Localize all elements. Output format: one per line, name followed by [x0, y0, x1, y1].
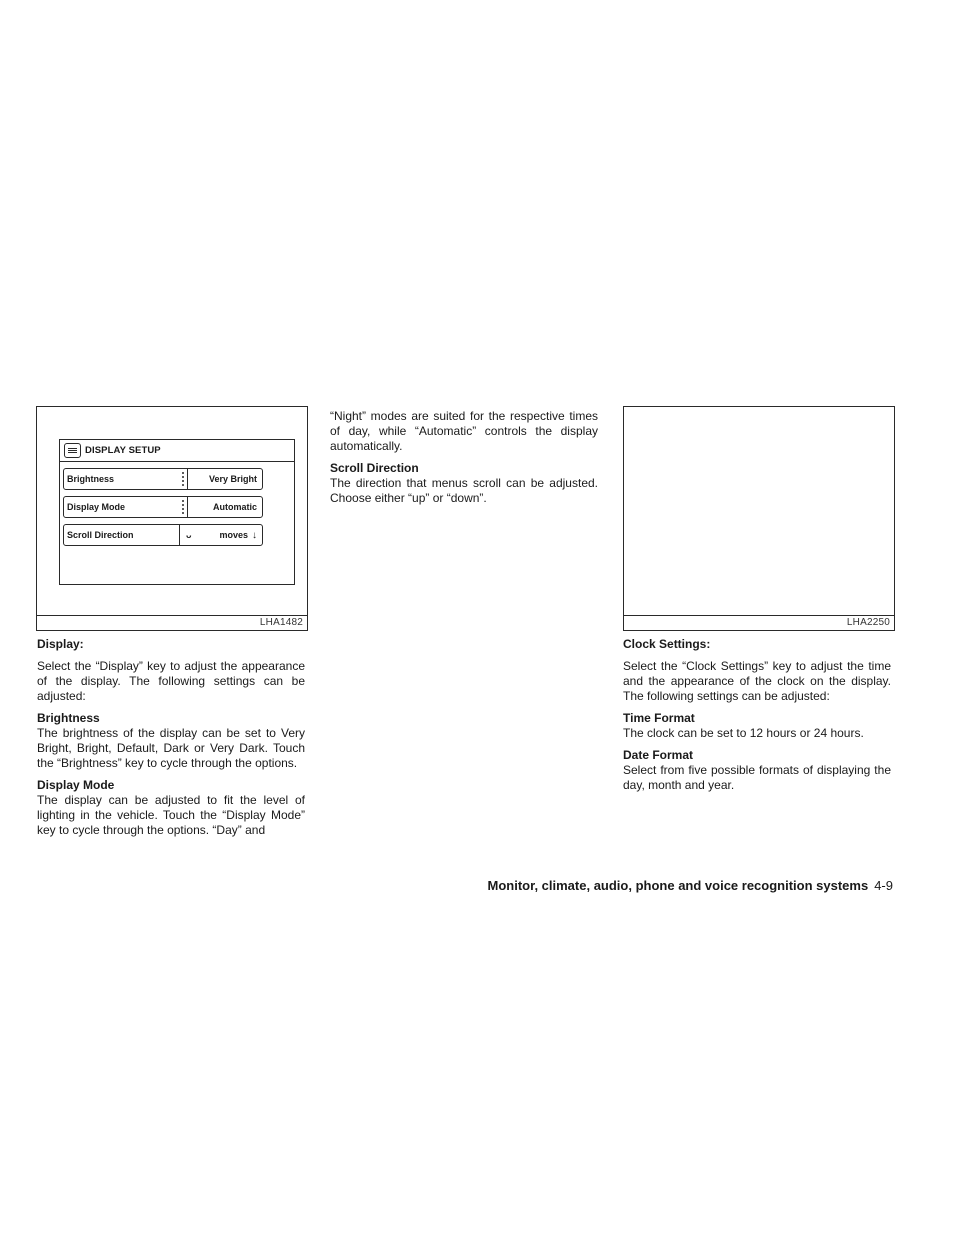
figure-id: LHA1482: [259, 617, 303, 628]
display-mode-setting-row[interactable]: [63, 496, 263, 518]
display-intro: Select the “Display” key to adjust the appearance of the display. The following settings can be adjusted:: [37, 659, 305, 703]
brightness-text: The brightness of the display can be set to Very Bright, Bright, Default, Dark or Very Dark. Touch the “Brightness” key to cycle through the options.: [37, 726, 305, 770]
display-heading: Display:: [37, 637, 84, 651]
scroll-direction-text: The direction that menus scroll can be adjusted. Choose either “up” or “down”.: [330, 476, 598, 505]
scroll-direction-value: [180, 530, 262, 541]
section-title: Monitor, climate, audio, phone and voice recognition systems: [487, 878, 869, 893]
arrow-down-icon: ↓: [252, 529, 257, 541]
column-3: [623, 637, 891, 793]
settings-list-icon: [64, 443, 81, 458]
figure-caption-rule: [37, 615, 307, 616]
display-setup-screen: [59, 439, 295, 585]
brightness-setting-row[interactable]: [63, 468, 263, 490]
brightness-heading: Brightness: [37, 711, 100, 725]
clock-settings-intro: Select the “Clock Settings” key to adjust the time and the appearance of the clock on the display. The following settings can be adjusted:: [623, 659, 891, 703]
time-format-heading: Time Format: [623, 711, 695, 725]
setting-name: Brightness: [67, 474, 115, 484]
vertical-dots-icon: [179, 472, 187, 486]
display-mode-heading: Display Mode: [37, 778, 115, 792]
date-format-text: Select from five possible formats of displaying the day, month and year.: [623, 763, 891, 792]
setting-value: Automatic: [212, 502, 257, 512]
page-number: 4-9: [874, 878, 893, 893]
page-footer: [488, 878, 893, 893]
scroll-direction-heading: Scroll Direction: [330, 461, 419, 475]
figure-id: LHA2250: [846, 617, 890, 628]
date-format-heading: Date Format: [623, 748, 694, 762]
screen-header: [60, 440, 294, 462]
clock-settings-heading: Clock Settings:: [623, 637, 711, 651]
figure-display-setup: [36, 406, 308, 631]
setting-value: moves: [219, 530, 248, 540]
knob-icon: ᴗ: [186, 530, 192, 540]
figure-caption-rule: [624, 615, 894, 616]
setting-name: Display Mode: [67, 502, 126, 512]
display-mode-continued: “Night” modes are suited for the respective times of day, while “Automatic” controls the display automatically.: [330, 409, 598, 453]
column-2: [330, 409, 598, 506]
display-mode-text: The display can be adjusted to fit the level of lighting in the vehicle. Touch the “Display Mode” key to cycle through the options. “Day” and: [37, 793, 305, 837]
column-1: [37, 637, 305, 838]
figure-clock-settings: [623, 406, 895, 631]
setting-value: Very Bright: [208, 474, 257, 484]
screen-title: DISPLAY SETUP: [85, 445, 161, 456]
setting-name: Scroll Direction: [67, 530, 134, 540]
time-format-text: The clock can be set to 12 hours or 24 hours.: [623, 726, 864, 740]
scroll-direction-setting-row[interactable]: [63, 524, 263, 546]
vertical-dots-icon: [179, 500, 187, 514]
